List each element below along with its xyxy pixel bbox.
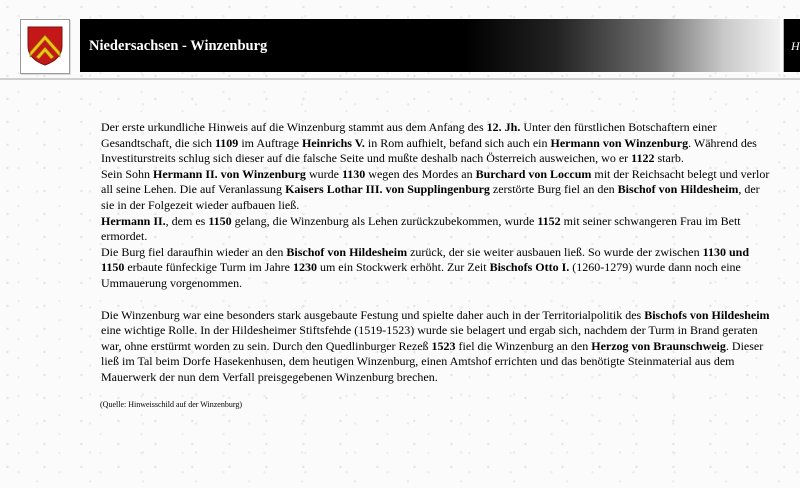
paragraph-1 [101, 120, 771, 167]
bold-run: Hermann von Winzenburg [550, 135, 689, 150]
side-nav-bar[interactable] [783, 19, 800, 72]
bold-run: Hermann II. von Winzenburg [153, 166, 306, 181]
bold-run: Bischof von Hildesheim [617, 182, 739, 197]
bold-run: 1130 und 1150 [101, 244, 749, 275]
text-run: Unter den fürstlichen Botschaftern einer Gesandtschaft, die sich [101, 120, 717, 150]
text-run: Sein Sohn [101, 166, 154, 181]
text-run: zurück, der sie weiter ausbauen ließ. So wurde der zwischen [407, 244, 703, 259]
text-run: zerstörte Burg fiel an den [489, 182, 618, 197]
text-run: fiel die Winzenburg an den [455, 338, 592, 353]
text-run: in Rom aufhielt, befand sich auch ein [364, 135, 551, 150]
text-run: gelang, die Winzenburg als Lehen zurückzubekommen, wurde [231, 213, 538, 228]
text-run: mit seiner schwangeren Frau im Bett ermordet. [101, 213, 741, 244]
text-run: eine wichtige Rolle. In der Hildesheimer Stiftsfehde (1519-1523) wurde sie belagert und ergab sich, nachdem der Turm in Brand geraten war, ohne erstürmt worden zu sein. Durch den Quedlinburger Rezeß [101, 323, 758, 353]
bold-run: 1109 [214, 135, 239, 150]
text-run: . Während des Investiturstreits schlug sich dieser auf die falsche Seite und mußte deshalb nach Österreich ausweichen, wo er [101, 135, 757, 166]
bold-run: 1130 [341, 166, 366, 181]
text-run: um ein Stockwerk erhöht. Zur Zeit [316, 260, 490, 275]
bold-run: 1152 [537, 213, 561, 228]
text-run: (1260-1279) wurde dann noch eine Ummauerung vorgenommen. [101, 260, 741, 290]
bold-run: 12. Jh. [486, 120, 521, 134]
bold-run: Burchard von Loccum [475, 166, 592, 181]
text-run: , der sie in der Folgezeit wieder aufbauen ließ. [101, 182, 760, 212]
bold-run: Bischof von Hildesheim [286, 244, 408, 259]
bold-run: 1122 [631, 151, 655, 166]
text-run: Der erste urkundliche Hinweis auf die Winzenburg stammt aus dem Anfang des [101, 120, 487, 134]
paragraph-gap [101, 292, 771, 308]
bold-run: Bischofs Otto I. [489, 260, 570, 275]
bold-run: 1523 [431, 338, 456, 353]
coat-of-arms-icon [27, 26, 63, 66]
side-nav-text[interactable]: H [791, 39, 800, 53]
bold-run: Heinrichs V. [301, 135, 365, 150]
bold-run: Hermann II. [101, 213, 166, 228]
bold-run: 1230 [292, 260, 317, 275]
header-banner [0, 0, 800, 78]
text-run: . Dieser ließ im Tal beim Dorfe Hasekenhusen, dem heutigen Winzenburg, einen Amtshof errichten und das benötigte Steinmaterial aus dem Mauerwerk der nun dem Verfall preisgegebenen Winzenburg brechen. [101, 338, 764, 384]
bold-run: Kaisers Lothar III. von Supplingenburg [285, 182, 490, 197]
page-title: Niedersachsen - Winzenburg [89, 38, 268, 54]
text-run: Die Winzenburg war eine besonders stark ausgebaute Festung und spielte daher auch in der Territorialpolitik des [101, 307, 645, 322]
paragraph-4 [101, 245, 771, 292]
paragraph-3 [101, 214, 771, 245]
text-run: wurde [305, 166, 342, 181]
text-run: wegen des Mordes an [365, 166, 476, 181]
paragraph-5 [101, 308, 771, 386]
text-run: mit der Reichsacht belegt und verlor all seine Lehen. Die auf Veranlassung [101, 166, 770, 197]
logo [20, 19, 70, 74]
bold-run: Bischofs von Hildesheim [644, 307, 770, 322]
text-run: Die Burg fiel daraufhin wieder an den [101, 244, 287, 259]
text-run: im Auftrage [238, 135, 302, 150]
bold-run: 1150 [208, 213, 232, 228]
paragraph-2 [101, 167, 771, 214]
article-content [101, 120, 771, 410]
text-run: starb. [654, 151, 684, 166]
title-bar [80, 19, 780, 72]
header-divider [0, 78, 800, 80]
source-note: (Quelle: Hinweisschild auf der Winzenburg) [100, 399, 243, 409]
text-run: erbaute fünfeckige Turm im Jahre [124, 260, 293, 275]
bold-run: Herzog von Braunschweig [591, 338, 726, 353]
text-run: , dem es [165, 213, 209, 228]
